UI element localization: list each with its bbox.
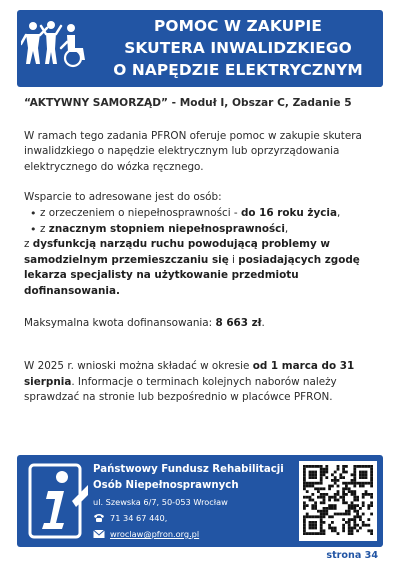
program-subtitle: “AKTYWNY SAMORZĄD” - Moduł I, Obszar C, Zadanie 5: [24, 97, 352, 109]
address: ul. Szewska 6/7, 50-053 Wrocław: [93, 497, 228, 507]
intro-paragraph: W ramach tego zadania PFRON oferuje pomoc w zakupie skutera inwalidzkiego o napędzie elektrycznym lub oprzyrządowania elektrycznego do wózka ręcznego.: [24, 129, 362, 173]
banner-title-line: O NAPĘDZIE ELEKTRYCZNYM: [113, 61, 363, 79]
people-with-disabilities-icon: [21, 18, 91, 68]
max-amount: Maksymalna kwota dofinansowania: 8 663 zł.: [24, 316, 265, 329]
list-item: • z orzeczeniem o niepełnosprawności - do 16 roku życia,: [40, 206, 376, 222]
eligibility-list: [24, 206, 376, 237]
contact-footer: [17, 455, 383, 547]
envelope-icon: [93, 529, 105, 539]
banner-title: [95, 15, 381, 81]
email-link[interactable]: wroclaw@pfron.org.pl: [110, 529, 200, 539]
deadline-paragraph: W 2025 r. wnioski można składać w okresie od 1 marca do 31 sierpnia. Informacje o terminach kolejnych naborów należy sprawdzać na stronie lub bezpośrednio w placówce PFRON.: [24, 360, 355, 404]
information-icon: [26, 461, 90, 541]
banner-title-line: SKUTERA INWALIDZKIEGO: [124, 39, 352, 57]
page-number: strona 34: [326, 550, 378, 561]
organization-name: Państwowy Fundusz Rehabilitacji: [93, 464, 284, 475]
banner-title-line: POMOC W ZAKUPIE: [154, 17, 322, 35]
qr-code[interactable]: [299, 461, 377, 541]
email-line: [93, 526, 284, 542]
support-lead: Wsparcie to adresowane jest do osób:: [24, 191, 222, 204]
organization-name: Osób Niepełnosprawnych: [93, 480, 239, 491]
main-content: [24, 96, 376, 406]
phone-number[interactable]: 71 34 67 440,: [110, 513, 168, 523]
eligibility-condition: z dysfunkcją narządu ruchu powodującą problemy w samodzielnym przemieszczaniu się i posiadających zgodę lekarza specjalisty na użytkowanie przedmiotu dofinansowania.: [24, 238, 360, 297]
phone-icon: [93, 513, 105, 523]
phone-line: [93, 510, 284, 526]
list-item: • z znacznym stopniem niepełnosprawności,: [40, 222, 376, 238]
contact-details: [93, 462, 284, 542]
header-banner: [17, 10, 383, 87]
